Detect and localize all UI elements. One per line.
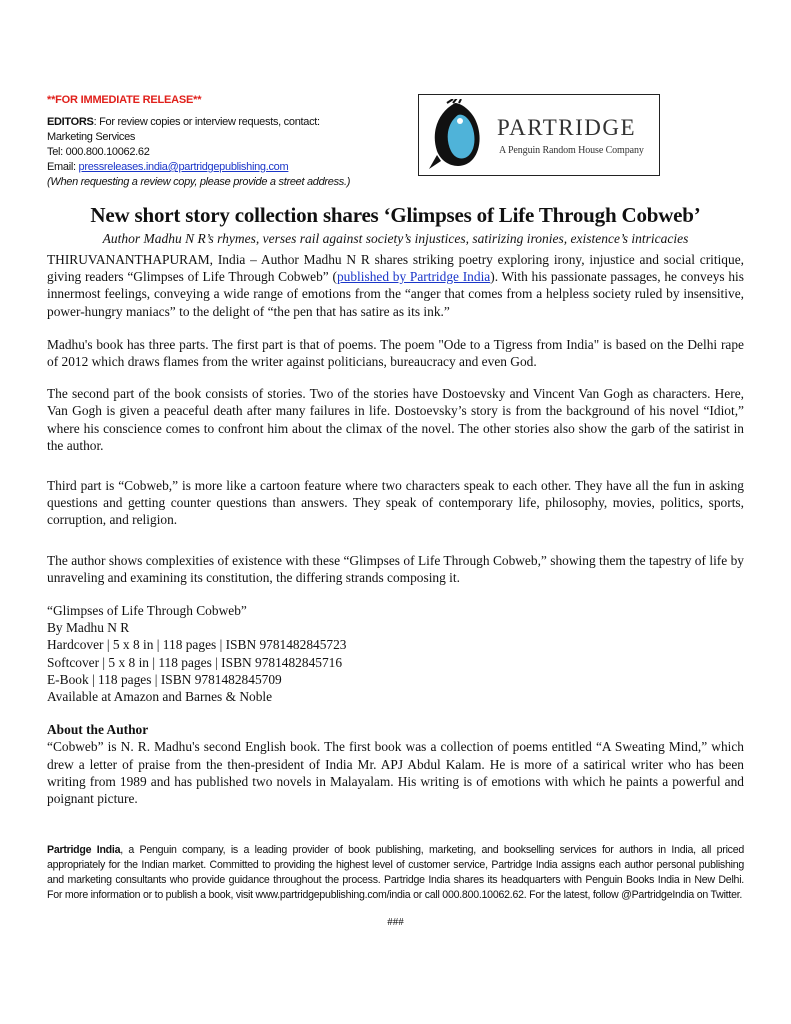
end-mark: ### — [387, 916, 404, 928]
department: Marketing Services — [47, 131, 136, 143]
subheadline: Author Madhu N R’s rhymes, verses rail against society’s injustices, satirizing ironies, existence’s intricacies — [102, 231, 689, 246]
softcover-info: Softcover | 5 x 8 in | 118 pages | ISBN 9781482845716 — [47, 654, 343, 670]
paragraph-complexities: The author shows complexities of existence with these “Glimpses of Life Through Cobweb,” showing them the tapestry of life by unraveling and examining its constitution, the differing strands composing it. — [47, 552, 744, 585]
paragraph-parts: Madhu's book has three parts. The first part is that of poems. The poem "Ode to a Tigress from India" is based on the Delhi rape of 2012 which draws flames from the writer against politicians, bureaucracy and even God. — [47, 336, 744, 370]
company-boilerplate — [47, 843, 744, 903]
intro-text-start: THIRUVANANTHAPURAM, India – Author Madhu N R shares striking poetry exploring irony, injustice and social critique, giving readers “Glimpses of Life Through Cobweb” ( — [47, 252, 744, 285]
intro-text-end: ). With his passionate passages, he conveys his innermost feelings, conveying a wide range of emotions from the “anger that comes from a helpless society ruled by insensitive, power-hungry maniacs” to the delight of “the pen that has satire as its ink.” — [47, 269, 744, 319]
release-label: **FOR IMMEDIATE RELEASE** — [47, 94, 202, 106]
book-title: “Glimpses of Life Through Cobweb” — [47, 603, 247, 619]
availability: Available at Amazon and Barnes & Noble — [47, 689, 273, 705]
article-body — [47, 251, 744, 807]
logo-tagline: A Penguin Random House Company — [499, 145, 644, 156]
ebook-info: E-Book | 118 pages | ISBN 9781482845709 — [47, 671, 282, 687]
editors-text: : For review copies or interview requests, contact: — [93, 116, 320, 128]
review-copy-note: (When requesting a review copy, please provide a street address.) — [47, 176, 351, 188]
about-text: “Cobweb” is N. R. Madhu's second English book. The first book was a collection of poems entitled “A Sweating Mind,” which drew a letter of praise from the then-president of India Mr. APJ Abdul Kalam. He is more of a satirical writer who has been writing from 1989 and has published two novels in Malayalam. His writing is of emotions with which he paints a powerful and poignant picture. — [47, 739, 744, 807]
partridge-logo — [418, 94, 660, 176]
publisher-link[interactable]: published by Partridge India — [336, 269, 491, 285]
headline: New short story collection shares ‘Glimpses of Life Through Cobweb’ — [90, 203, 701, 227]
editors-label: EDITORS — [47, 116, 94, 128]
hardcover-info: Hardcover | 5 x 8 in | 118 pages | ISBN 9781482845723 — [47, 637, 347, 653]
book-details — [47, 602, 744, 705]
email-line — [47, 160, 407, 175]
company-description: , a Penguin company, is a leading provider of book publishing, marketing, and bookselling services for authors in India, all priced appropriately for the Indian market. Committed to providing the highest level of customer service, Partridge India assigns each author personal publishing and marketing consultants who provide guidance throughout the process. Partridge India shares its headquarters with Penguin Books India in New Delhi. For more information or to publish a book, visit www.partridgepublishing.com/india or call 000.800.10062.62. For the latest, follow @PartridgeIndia on Twitter. — [47, 844, 745, 901]
telephone: Tel: 000.800.10062.62 — [47, 146, 150, 158]
paragraph-stories: The second part of the book consists of stories. Two of the stories have Dostoevsky and Vincent Van Gogh as characters. Here, Van Gogh is given a peaceful death after many failures in life. Dostoevsky’s story is from the background of his novel “Idiot,” where his conscience comes to confront him about the climax of the novel. The other stories also show the garb of the satirist in the author. — [47, 386, 744, 453]
partridge-bird-icon — [427, 99, 487, 173]
editors-line — [47, 115, 407, 130]
about-heading: About the Author — [47, 722, 149, 738]
email-link[interactable]: pressreleases.india@partridgepublishing.com — [78, 161, 289, 173]
paragraph-cobweb: Third part is “Cobweb,” is more like a cartoon feature where two characters speak to each other. They have all the fun in asking questions and getting counter questions than answers. They speak of contemporary life, philosophy, movies, politics, sports, corruption, and religion. — [47, 478, 744, 528]
logo-name: PARTRIDGE — [497, 115, 637, 140]
contact-header — [47, 93, 407, 190]
email-label: Email: — [47, 161, 79, 173]
paragraph-intro — [47, 251, 744, 320]
book-author: By Madhu N R — [47, 620, 130, 636]
company-name: Partridge India — [47, 844, 121, 856]
